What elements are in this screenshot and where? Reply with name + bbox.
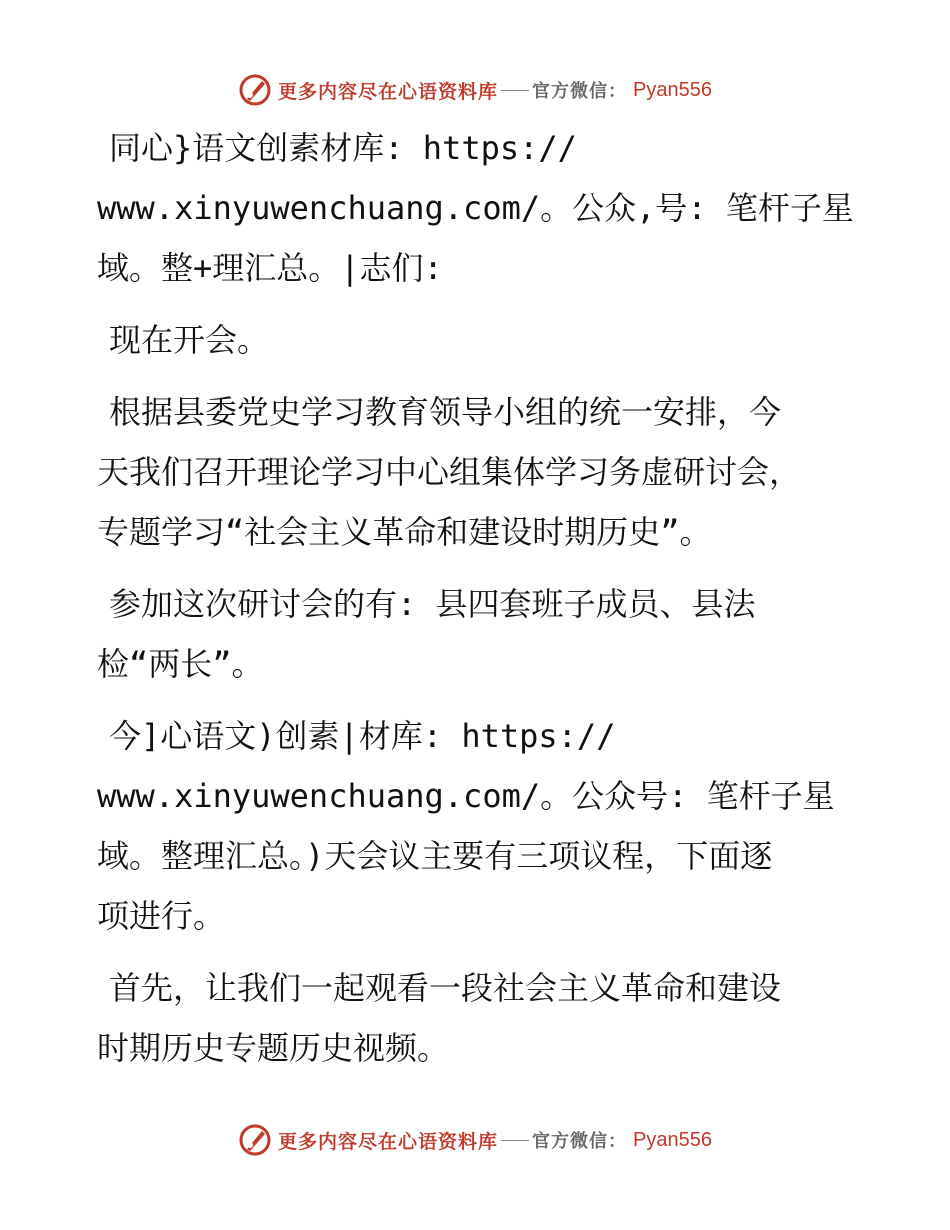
paragraph-1 (97, 118, 877, 298)
banner-dash (501, 1140, 529, 1141)
paragraph-6 (97, 958, 877, 1078)
text-line: 首先，让我们一起观看一段社会主义革命和建设 (109, 969, 782, 1007)
text-line: 今]心语文)创素|材库: https:// (109, 717, 616, 755)
banner-dash (501, 90, 529, 91)
text-line: 域。整理汇总。)天会议主要有三项议程，下面逐 (97, 837, 773, 875)
text-line: 根据县委党史学习教育领导小组的统一安排，今 (109, 393, 782, 431)
text-line: 现在开会。 (109, 321, 270, 359)
text-line: 时期历史专题历史视频。 (97, 1029, 450, 1067)
text-line: 天我们召开理论学习中心组集体学习务虚研讨会， (97, 453, 802, 491)
banner-text: 更多内容尽在心语资料库 (278, 1130, 499, 1153)
document-body (97, 118, 877, 1090)
text-line: 项进行。 (97, 897, 226, 935)
header-banner (0, 70, 950, 110)
text-line: www.xinyuwenchuang.com/。公众号: 笔杆子星 (97, 777, 835, 815)
banner-wechat-id: Pyan556 (633, 78, 712, 101)
text-line: 检“两长”。 (97, 645, 264, 683)
text-line: 同心}语文创素材库: https:// (109, 129, 577, 167)
paragraph-3 (97, 382, 877, 562)
text-line: www.xinyuwenchuang.com/。公众,号: 笔杆子星 (97, 189, 854, 227)
paragraph-5 (97, 706, 877, 946)
footer-banner (0, 1120, 950, 1160)
banner-wechat-label: 官方微信： (532, 1131, 628, 1152)
paragraph-4 (97, 574, 877, 694)
banner-wechat-label: 官方微信： (532, 81, 628, 102)
paragraph-2 (97, 310, 877, 370)
text-line: 域。整+理汇总。|志们: (97, 249, 443, 287)
banner-text: 更多内容尽在心语资料库 (278, 80, 499, 103)
quill-logo-icon (238, 1123, 272, 1157)
quill-logo-icon (238, 73, 272, 107)
text-line: 参加这次研讨会的有: 县四套班子成员、县法 (109, 585, 756, 623)
banner-wechat-id: Pyan556 (633, 1128, 712, 1151)
text-line: 专题学习“社会主义革命和建设时期历史”。 (97, 513, 712, 551)
